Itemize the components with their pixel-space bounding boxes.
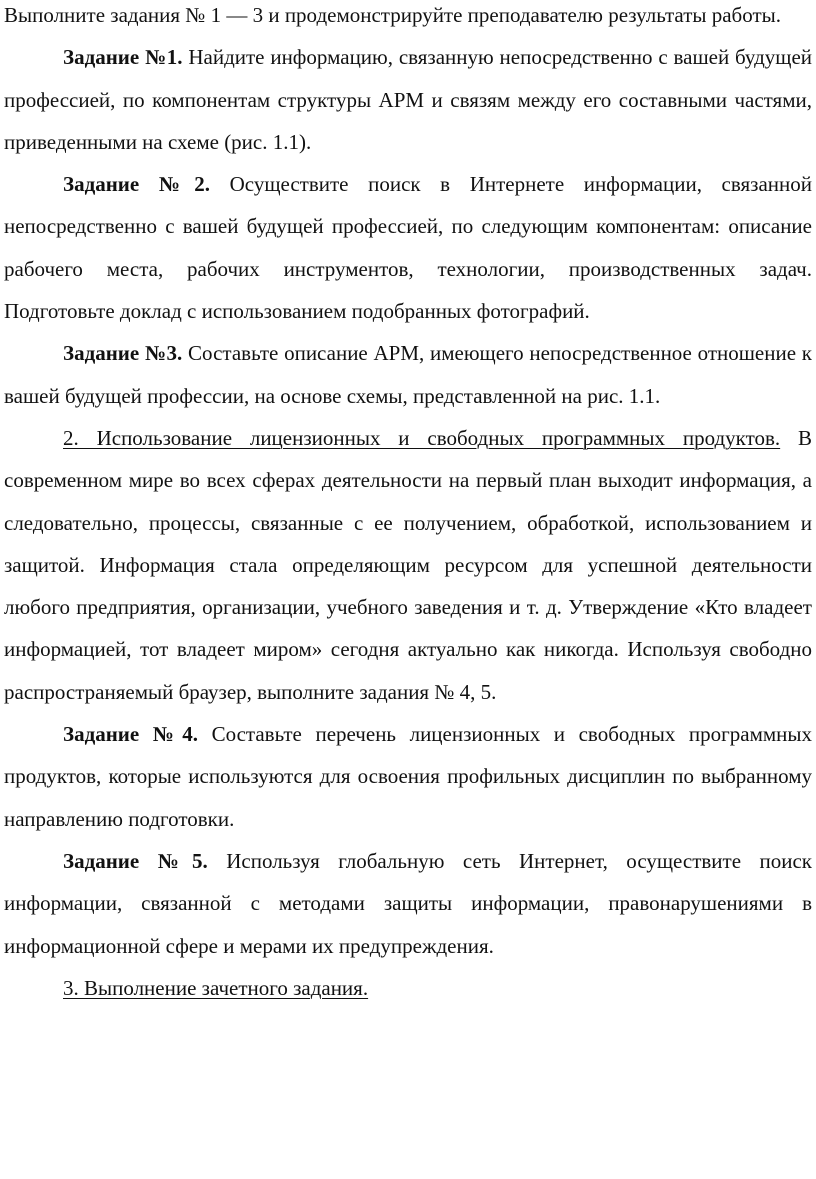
task-4-paragraph xyxy=(4,713,812,840)
task-5-paragraph xyxy=(4,840,812,967)
task-1-paragraph xyxy=(4,36,812,163)
task-2-label: Задание №2. xyxy=(63,172,211,197)
task-4-text: Составьте перечень лицензионных и свободных программных продуктов, которые используются для освоения профильных дисциплин по выбранному направлению подготовки. xyxy=(4,722,812,831)
section-2-body: В современном мире во всех сферах деятельности на первый план выходит информация, а следовательно, процессы, связанные с ее получением, обработкой, использованием и защитой. Информация стала определяющим ресурсом для успешной деятельности любого предприятия, организации, учебного заведения и т. д. Утверждение «Кто владеет информацией, тот владеет миром» сегодня актуально как никогда. Используя свободно распространяемый браузер, выполните задания № 4, 5. xyxy=(4,425,812,704)
task-2-text: Осуществите поиск в Интернете информации, связанной непосредственно с вашей будущей профессией, по следующим компонентам: описание рабочего места, рабочих инструментов, технологии, производственных задач. Подготовьте доклад с использованием подобранных фотографий. xyxy=(4,172,812,324)
section-3-heading: 3. Выполнение зачетного задания. xyxy=(63,975,369,1000)
task-1-label: Задание №1. xyxy=(63,45,183,70)
intro-paragraph: Выполните задания № 1 — 3 и продемонстрируйте преподавателю результаты работы. xyxy=(4,3,781,27)
task-3-paragraph xyxy=(4,332,812,417)
section-2-paragraph xyxy=(4,417,812,713)
task-5-label: Задание №5. xyxy=(63,848,208,873)
section-2-heading: 2. Использование лицензионных и свободных программных продуктов. xyxy=(63,425,781,450)
task-1-text: Найдите информацию, связанную непосредственно с вашей будущей профессией, по компонентам структуры АРМ и связям между его составными частями, приведенными на схеме (рис. 1.1). xyxy=(4,45,812,154)
task-3-text: Составьте описание АРМ, имеющего непосредственное отношение к вашей будущей профессии, на основе схемы, представленной на рис. 1.1. xyxy=(4,341,812,408)
task-4-label: Задание №4. xyxy=(63,722,198,747)
section-3-paragraph xyxy=(4,967,812,1009)
task-2-paragraph xyxy=(4,163,812,332)
task-3-label: Задание №3. xyxy=(63,341,183,366)
task-5-text: Используя глобальную сеть Интернет, осуществите поиск информации, связанной с методами защиты информации, правонарушениями в информационной сфере и мерами их предупреждения. xyxy=(4,848,812,958)
